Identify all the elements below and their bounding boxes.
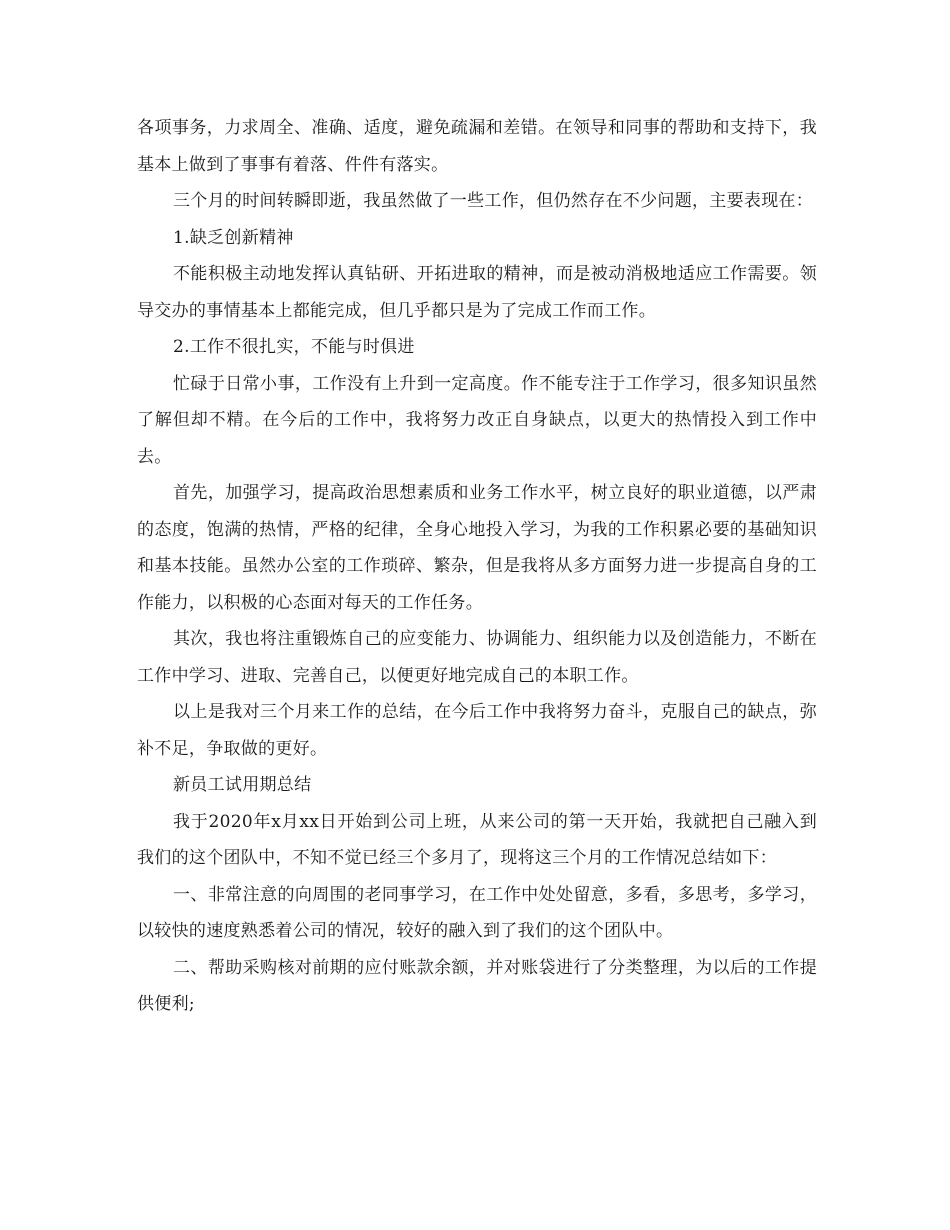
document-subtitle: 新员工试用期总结 bbox=[173, 775, 312, 795]
paragraph-6: 其次，我也将注重锻炼自己的应变能力、协调能力、组织能力以及创造能力，不断在工作中学习、进取、完善自己，以便更好地完成自己的本职工作。 bbox=[137, 629, 817, 686]
paragraph-5: 首先，加强学习，提高政治思想素质和业务工作水平，树立良好的职业道德，以严肃的态度，饱满的热情，严格的纪律，全身心地投入学习，为我的工作积累必要的基础知识和基本技能。虽然办公室的工作琐碎、繁杂，但是我将从多方面努力进一步提高自身的工作能力，以积极的心态面对每天的工作任务。 bbox=[137, 483, 817, 613]
paragraph-8: 我于2020年x月xx日开始到公司上班，从来公司的第一天开始，我就把自己融入到我们的这个团队中，不知不觉已经三个多月了，现将这三个月的工作情况总结如下： bbox=[137, 811, 817, 868]
section-heading-2: 2.工作不很扎实，不能与时俱进 bbox=[173, 337, 415, 357]
paragraph-10: 二、帮助采购核对前期的应付账款余额，并对账袋进行了分类整理，为以后的工作提供便利; bbox=[137, 957, 817, 1014]
paragraph-4: 忙碌于日常小事，工作没有上升到一定高度。作不能专注于工作学习，很多知识虽然了解但却不精。在今后的工作中，我将努力改正自身缺点，以更大的热情投入到工作中去。 bbox=[137, 373, 817, 467]
document-body bbox=[137, 110, 817, 1023]
paragraph-3: 不能积极主动地发挥认真钻研、开拓进取的精神，而是被动消极地适应工作需要。领导交办的事情基本上都能完成，但几乎都只是为了完成工作而工作。 bbox=[137, 264, 817, 321]
paragraph-1: 各项事务，力求周全、准确、适度，避免疏漏和差错。在领导和同事的帮助和支持下，我基本上做到了事事有着落、件件有落实。 bbox=[137, 118, 817, 175]
paragraph-2: 三个月的时间转瞬即逝，我虽然做了一些工作，但仍然存在不少问题，主要表现在： bbox=[173, 191, 814, 211]
paragraph-9: 一、非常注意的向周围的老同事学习，在工作中处处留意，多看，多思考，多学习，以较快的速度熟悉着公司的情况，较好的融入到了我们的这个团队中。 bbox=[137, 884, 817, 941]
paragraph-7: 以上是我对三个月来工作的总结，在今后工作中我将努力奋斗，克服自己的缺点，弥补不足，争取做的更好。 bbox=[137, 702, 817, 759]
section-heading-1: 1.缺乏创新精神 bbox=[173, 227, 294, 248]
